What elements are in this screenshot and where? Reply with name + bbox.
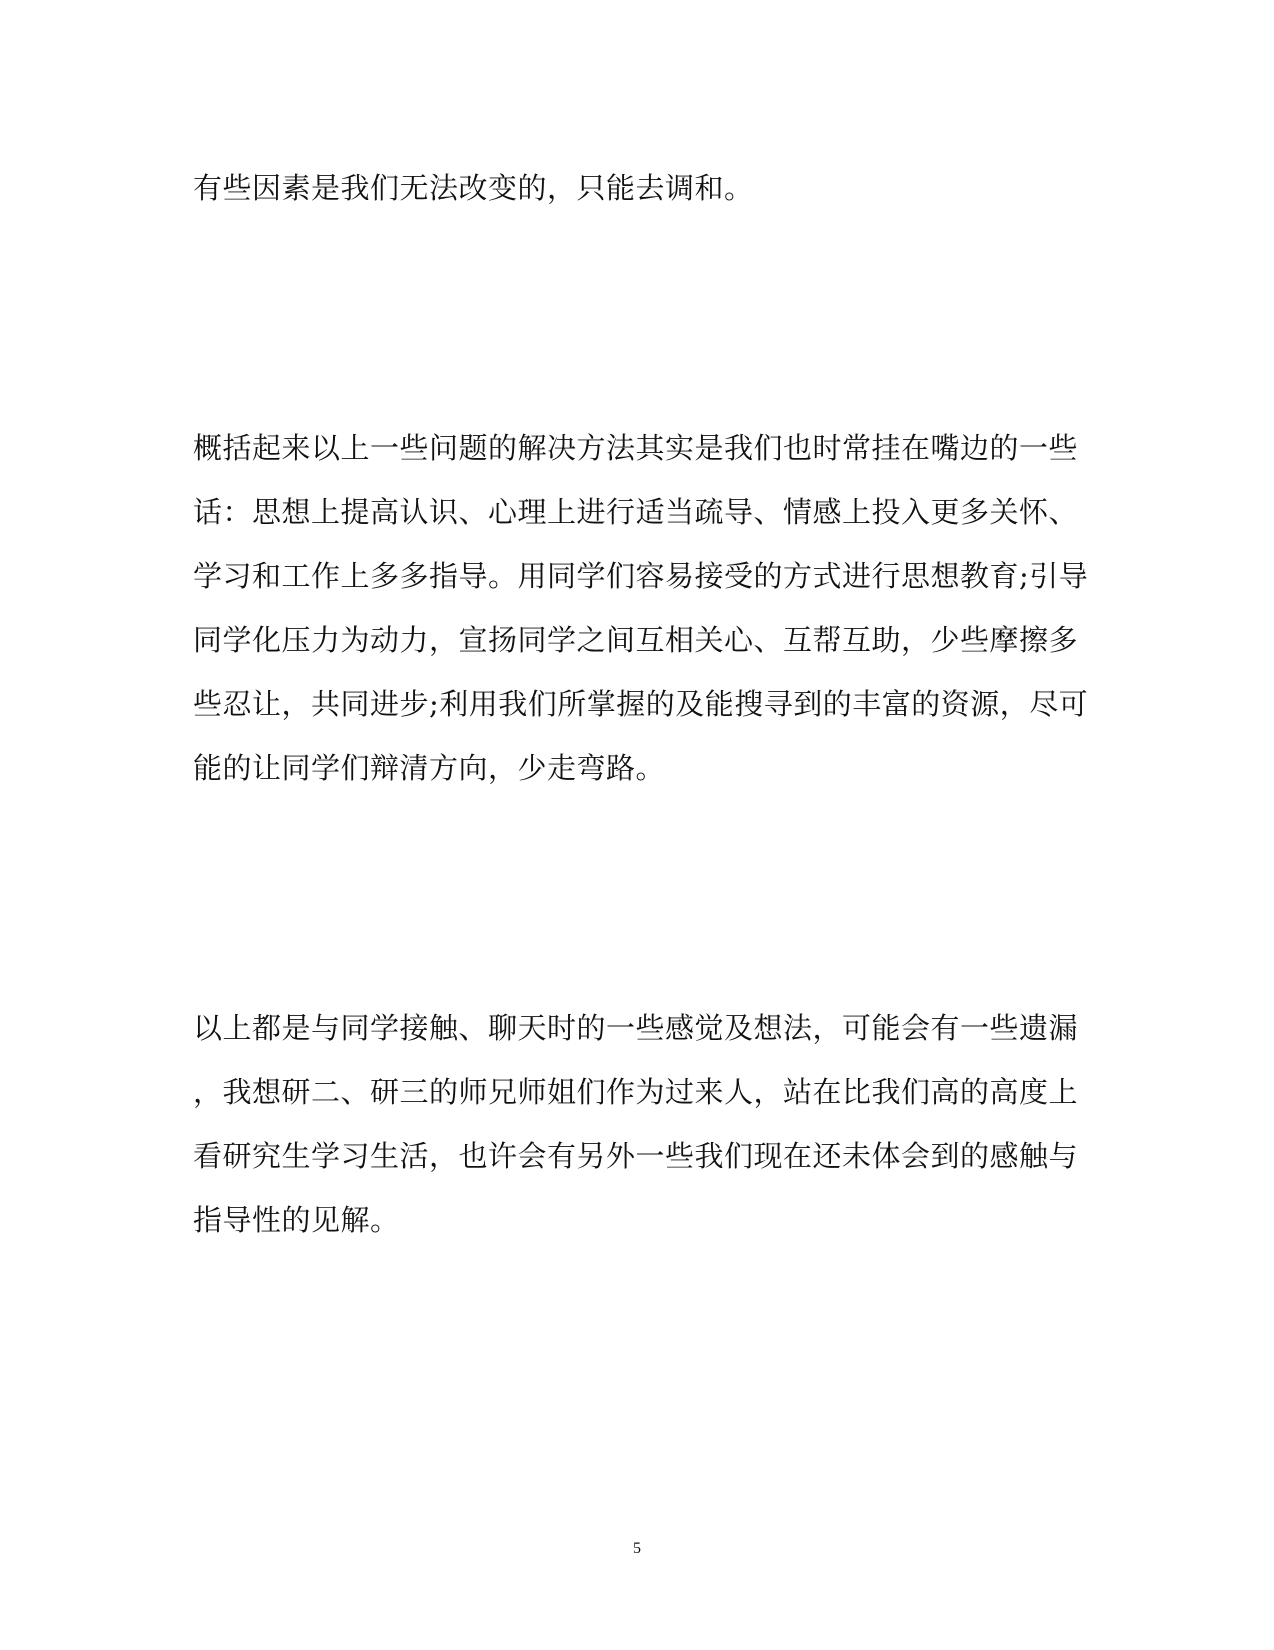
paragraph-line: 些忍让，共同进步;利用我们所掌握的及能搜寻到的丰富的资源，尽可 — [193, 687, 1089, 721]
paragraph-line: 能的让同学们辩清方向，少走弯路。 — [193, 751, 666, 785]
paragraph-3 — [193, 996, 1093, 1252]
paragraph-line: 概括起来以上一些问题的解决方法其实是我们也时常挂在嘴边的一些 — [193, 431, 1079, 465]
paragraph-line: 指导性的见解。 — [193, 1203, 400, 1237]
paragraph-line: 同学化压力为动力，宣扬同学之间互相关心、互帮互助，少些摩擦多 — [193, 623, 1079, 657]
paragraph-line: 以上都是与同学接触、聊天时的一些感觉及想法，可能会有一些遗漏 — [193, 1011, 1079, 1045]
paragraph-line: ，我想研二、研三的师兄师姐们作为过来人，站在比我们高的高度上 — [193, 1075, 1079, 1109]
page-number: 5 — [633, 1540, 641, 1557]
paragraph-line: 话：思想上提高认识、心理上进行适当疏导、情感上投入更多关怀、 — [193, 495, 1079, 529]
paragraph-line: 看研究生学习生活，也许会有另外一些我们现在还未体会到的感触与 — [193, 1139, 1079, 1173]
paragraph-line: 学习和工作上多多指导。用同学们容易接受的方式进行思想教育;引导 — [193, 559, 1089, 593]
paragraph-line: 有些因素是我们无法改变的，只能去调和。 — [193, 171, 754, 205]
paragraph-1 — [193, 156, 1093, 220]
paragraph-2 — [193, 416, 1093, 800]
